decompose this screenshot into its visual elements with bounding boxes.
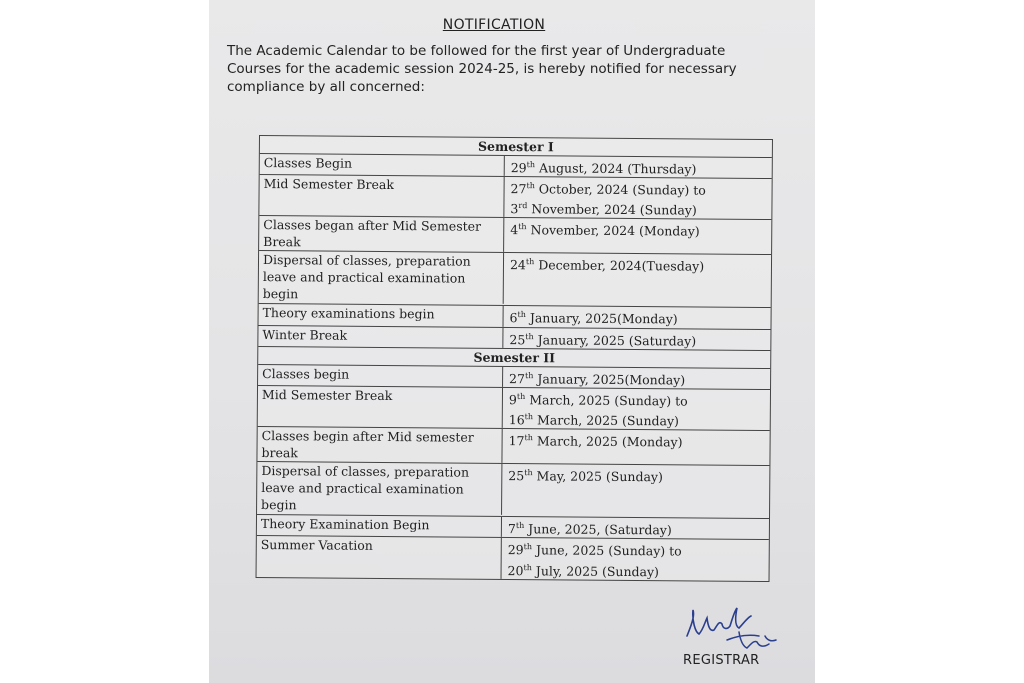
date-cell	[503, 388, 770, 430]
intro-line: The Academic Calendar to be followed for the first year of Undergraduate	[227, 43, 726, 59]
date-text: 27th January, 2025(Monday)	[509, 370, 686, 388]
intro-line: Courses for the academic session 2024-25, is hereby notified for necessary	[227, 61, 737, 77]
date-cell	[505, 156, 772, 178]
event-text: Break	[263, 234, 301, 250]
event-text: Classes begin	[262, 365, 350, 382]
date-text: 25th May, 2025 (Sunday)	[508, 468, 663, 485]
event-cell	[260, 154, 505, 176]
event-text: Theory examinations begin	[262, 305, 435, 322]
intro-line: compliance by all concerned:	[227, 79, 425, 95]
event-text: Classes begin after Mid semester	[261, 428, 474, 445]
date-cell	[504, 177, 771, 219]
event-cell	[258, 326, 503, 348]
event-text: leave and practical examination	[261, 480, 464, 497]
date-text: 4th November, 2024 (Monday)	[510, 222, 700, 240]
semester-1-heading: Semester I	[260, 136, 772, 158]
date-text: 7th June, 2025, (Saturday)	[507, 521, 672, 538]
date-cell	[503, 328, 770, 350]
event-cell	[257, 515, 502, 537]
event-text: break	[261, 445, 298, 461]
calendar-row	[259, 216, 771, 255]
date-cell	[502, 464, 769, 517]
calendar-row	[258, 326, 770, 350]
notification-title: NOTIFICATION	[442, 17, 546, 33]
event-text: begin	[261, 497, 297, 513]
calendar-row	[257, 427, 769, 466]
event-text: Dispersal of classes, preparation	[262, 252, 471, 270]
date-cell	[503, 367, 770, 389]
event-text: Summer Vacation	[260, 537, 373, 554]
date-text: 29th June, 2025 (Sunday) to	[507, 542, 682, 559]
event-text: begin	[262, 286, 299, 302]
event-text: Mid Semester Break	[263, 176, 395, 193]
date-text: 20th July, 2025 (Sunday)	[507, 562, 660, 579]
event-cell	[257, 462, 502, 515]
intro-paragraph	[227, 42, 787, 96]
event-text: Mid Semester Break	[261, 386, 393, 403]
event-text: leave and practical examination	[262, 269, 466, 287]
event-cell	[258, 386, 503, 428]
event-text: Dispersal of classes, preparation	[261, 463, 470, 480]
event-cell	[257, 536, 502, 578]
semester-2-heading: Semester II	[258, 346, 770, 369]
date-text: 17th March, 2025 (Monday)	[508, 433, 683, 450]
event-cell	[259, 175, 504, 217]
semester-2-rows	[257, 365, 771, 581]
event-cell	[257, 427, 502, 463]
calendar-row	[258, 386, 770, 431]
registrar-signature	[677, 596, 787, 656]
calendar-row	[259, 251, 771, 308]
date-text: 6th January, 2025(Monday)	[509, 310, 678, 327]
event-text: Classes began after Mid Semester	[263, 217, 482, 235]
event-cell	[258, 365, 503, 387]
academic-calendar-table	[256, 135, 773, 582]
date-cell	[504, 306, 771, 328]
date-text: 9th March, 2025 (Sunday) to	[508, 391, 688, 409]
calendar-row	[257, 462, 769, 519]
date-text: 25th January, 2025 (Saturday)	[509, 331, 697, 349]
date-cell	[502, 429, 769, 465]
event-text: Theory Examination Begin	[260, 516, 430, 533]
calendar-row	[257, 536, 769, 580]
date-text: 29th August, 2024 (Thursday)	[510, 160, 697, 177]
event-text: Winter Break	[262, 326, 348, 343]
event-cell	[259, 216, 504, 252]
date-text: 24th December, 2024(Tuesday)	[509, 257, 705, 275]
notification-document	[209, 0, 815, 683]
calendar-row	[259, 175, 771, 220]
date-cell	[502, 538, 769, 580]
date-text: 27th October, 2024 (Sunday) to	[510, 181, 706, 198]
date-cell	[504, 253, 771, 306]
date-text: 16th March, 2025 (Sunday)	[508, 412, 680, 429]
event-cell	[259, 251, 504, 304]
date-text: 3rd November, 2024 (Sunday)	[510, 201, 697, 218]
semester-1-rows	[258, 154, 771, 350]
date-cell	[502, 517, 769, 539]
date-cell	[504, 218, 771, 254]
event-cell	[259, 304, 504, 326]
registrar-label: REGISTRAR	[683, 653, 760, 668]
event-text: Classes Begin	[263, 155, 353, 171]
